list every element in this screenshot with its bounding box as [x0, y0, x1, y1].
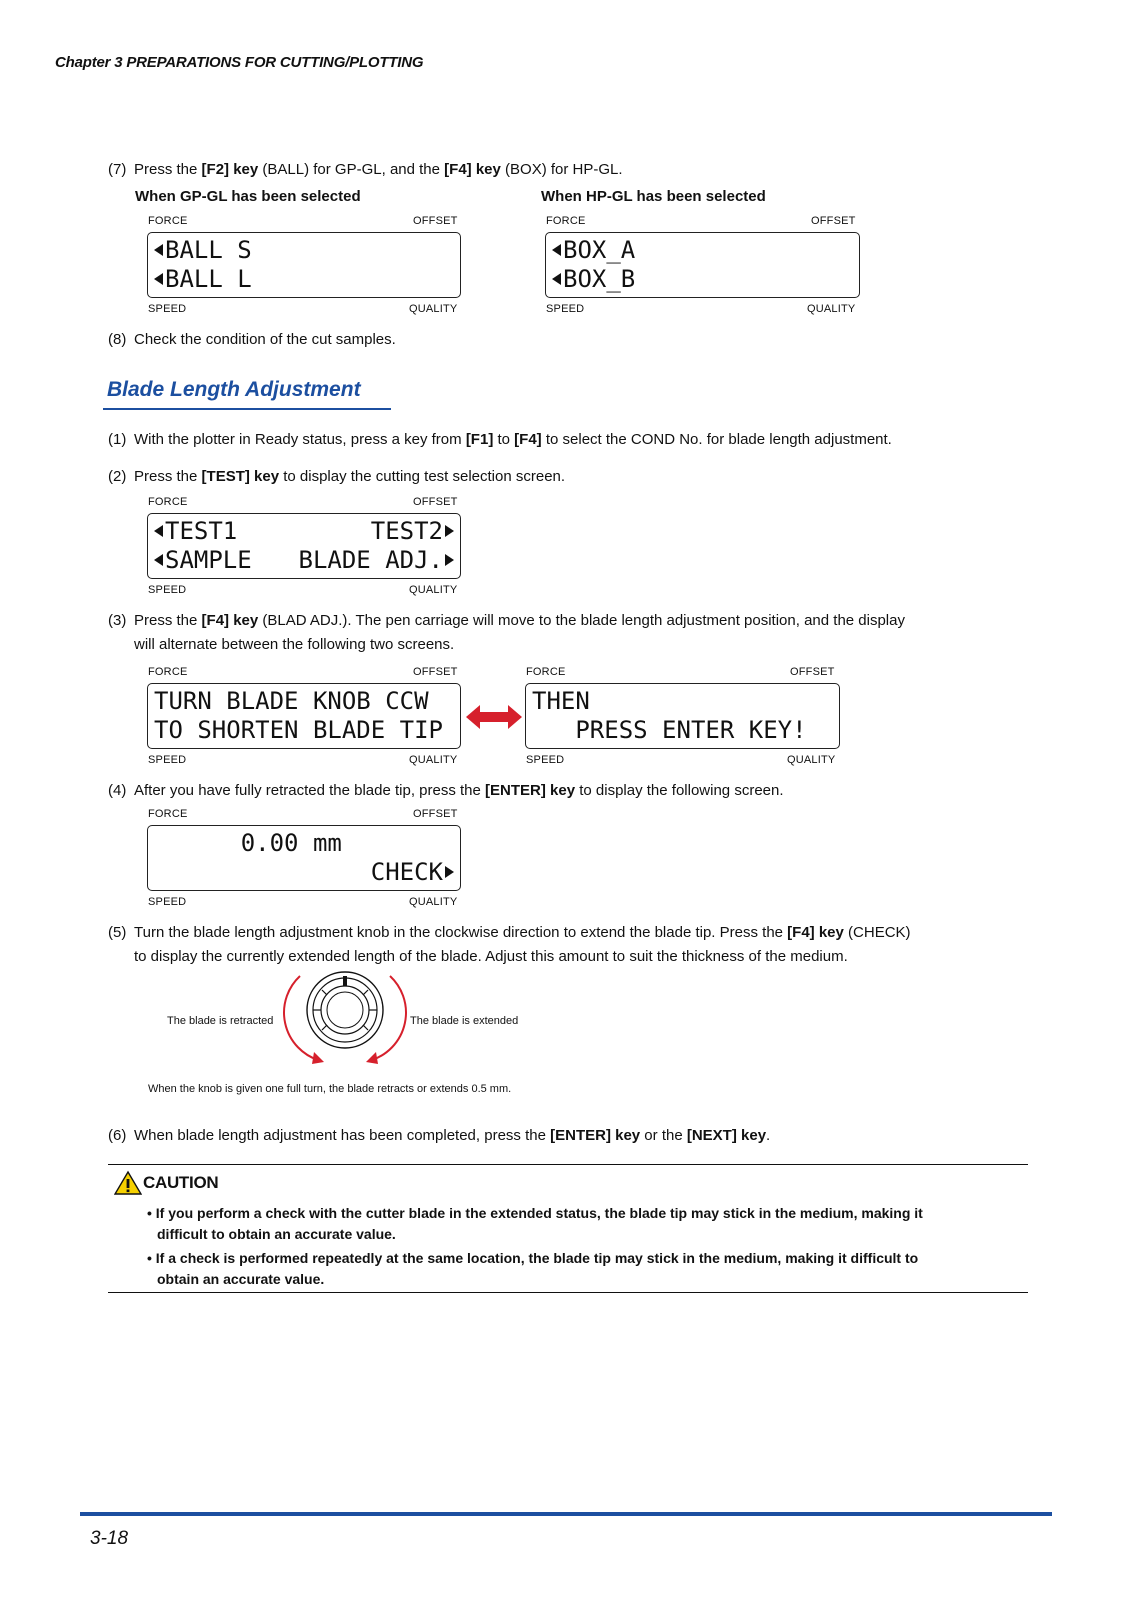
caution-bullet: • If a check is performed repeatedly at the same location, the blade tip may stick in the medium, making it difficult to obtain an accurate value. [147, 1250, 919, 1287]
caution-bullet: • If you perform a check with the cutter blade in the extended status, the blade tip may stick in the medium, making it difficult to obtain an accurate value. [147, 1205, 923, 1242]
force-label: FORCE [526, 666, 566, 678]
lcd-line-2: CHECK [371, 858, 454, 886]
step-text: Press the [TEST] key to display the cutting test selection screen. [134, 468, 566, 485]
offset-label: OFFSET [413, 215, 458, 227]
left-arrow-icon [154, 273, 163, 285]
right-arrow-icon [445, 866, 454, 878]
lcd-line-2: TO SHORTEN BLADE TIP [154, 716, 443, 744]
lcd-line-2: SAMPLE [154, 546, 252, 574]
lcd-line-2: BALL L [154, 265, 252, 293]
lcd-line-2: BOX_B [552, 265, 635, 293]
step-number: (7) [108, 161, 127, 178]
step-4 [108, 779, 1108, 803]
lcd-line-1: TURN BLADE KNOB CCW [154, 687, 429, 715]
adjustment-knob-icon [280, 968, 410, 1068]
right-arrow-icon [445, 554, 454, 566]
speed-label: SPEED [148, 303, 187, 315]
step-text: Check the condition of the cut samples. [134, 331, 396, 348]
step-text: Turn the blade length adjustment knob in the clockwise direction to extend the blade tip. Press the [F4] key (CHECK) [134, 924, 911, 941]
caution-title: CAUTION [143, 1173, 219, 1192]
lcd-display-gp-gl [147, 232, 461, 298]
step-text: After you have fully retracted the blade tip, press the [ENTER] key to display the following screen. [134, 782, 784, 799]
speed-label: SPEED [148, 896, 187, 908]
step-number: (3) [108, 612, 127, 629]
force-label: FORCE [148, 215, 188, 227]
step-6 [108, 1124, 1108, 1148]
left-arrow-icon [154, 525, 163, 537]
offset-label: OFFSET [413, 808, 458, 820]
offset-label: OFFSET [811, 215, 856, 227]
step-number: (6) [108, 1127, 127, 1144]
extended-label: The blade is extended [410, 1015, 519, 1027]
step-1 [108, 428, 1108, 452]
quality-label: QUALITY [787, 754, 836, 766]
lcd-line-1: BALL S [154, 236, 252, 264]
left-arrow-icon [552, 244, 561, 256]
lcd-line-1: TEST1 [154, 517, 237, 545]
page-number: 3-18 [90, 1528, 129, 1549]
section-underline [103, 408, 391, 410]
step-number: (4) [108, 782, 127, 799]
caution-top-rule [108, 1164, 1028, 1165]
force-label: FORCE [148, 666, 188, 678]
step-text: With the plotter in Ready status, press a key from [F1] to [F4] to select the COND No. for blade length adjustment. [134, 431, 892, 448]
quality-label: QUALITY [409, 303, 458, 315]
step-text: When blade length adjustment has been completed, press the [ENTER] key or the [NEXT] key. [134, 1127, 771, 1144]
left-arrow-icon [154, 244, 163, 256]
section-title: Blade Length Adjustment [107, 378, 361, 401]
step-8 [108, 328, 1008, 352]
alternate-arrow-icon [464, 702, 524, 732]
lcd-display-turn-knob [147, 683, 461, 749]
step-number: (5) [108, 924, 127, 941]
step-text: Press the [F4] key (BLAD ADJ.). The pen carriage will move to the blade length adjustment position, and the display [134, 612, 905, 629]
step-number: (8) [108, 331, 127, 348]
lcd-line-1: BOX_A [552, 236, 635, 264]
chapter-header: Chapter 3 PREPARATIONS FOR CUTTING/PLOTTING [55, 54, 424, 71]
force-label: FORCE [148, 496, 188, 508]
offset-label: OFFSET [413, 666, 458, 678]
force-label: FORCE [546, 215, 586, 227]
lcd-line-2-right: BLADE ADJ. [299, 546, 455, 574]
right-arrow-icon [445, 525, 454, 537]
lcd-display-check [147, 825, 461, 891]
retracted-label: The blade is retracted [167, 1015, 274, 1027]
step-number: (1) [108, 431, 127, 448]
speed-label: SPEED [148, 584, 187, 596]
step-2 [108, 465, 1008, 489]
lcd-line-1: 0.00 mm [154, 829, 342, 857]
lcd-display-press-enter [525, 683, 840, 749]
step-text: Press the [F2] key (BALL) for GP-GL, and the [F4] key (BOX) for HP-GL. [134, 161, 623, 178]
force-label: FORCE [148, 808, 188, 820]
footer-rule [80, 1512, 1052, 1516]
step-5 [108, 921, 1108, 969]
step-7 [108, 158, 1008, 182]
lcd-display-hp-gl [545, 232, 860, 298]
offset-label: OFFSET [413, 496, 458, 508]
quality-label: QUALITY [409, 754, 458, 766]
quality-label: QUALITY [409, 584, 458, 596]
step-text-line-2: will alternate between the following two screens. [134, 636, 455, 653]
left-arrow-icon [154, 554, 163, 566]
hp-gl-heading: When HP-GL has been selected [541, 188, 766, 205]
offset-label: OFFSET [790, 666, 835, 678]
speed-label: SPEED [526, 754, 565, 766]
speed-label: SPEED [148, 754, 187, 766]
step-number: (2) [108, 468, 127, 485]
lcd-line-1: THEN [532, 687, 590, 715]
left-arrow-icon [552, 273, 561, 285]
step-3 [108, 609, 1108, 657]
lcd-display-test-menu [147, 513, 461, 579]
knob-caption: When the knob is given one full turn, the blade retracts or extends 0.5 mm. [148, 1083, 512, 1095]
quality-label: QUALITY [409, 896, 458, 908]
lcd-line-1-right: TEST2 [371, 517, 454, 545]
caution-bottom-rule [108, 1292, 1028, 1293]
warning-icon [114, 1170, 142, 1196]
lcd-line-2: PRESS ENTER KEY! [532, 716, 807, 744]
quality-label: QUALITY [807, 303, 856, 315]
gp-gl-heading: When GP-GL has been selected [135, 188, 361, 205]
speed-label: SPEED [546, 303, 585, 315]
step-text-line-2: to display the currently extended length of the blade. Adjust this amount to suit the thickness of the medium. [134, 948, 848, 965]
